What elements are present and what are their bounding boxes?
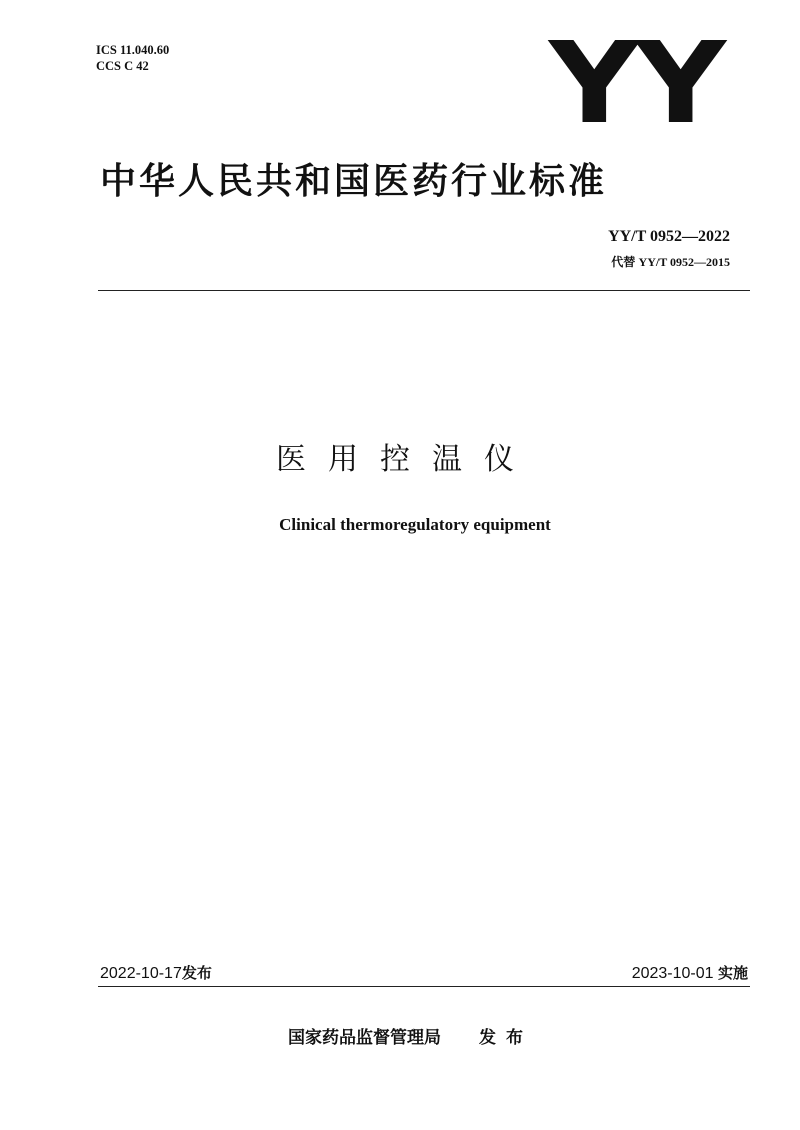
replaces-number: YY/T 0952—2015 xyxy=(638,255,730,269)
document-title-cn: 医用控温仪 xyxy=(276,442,536,477)
standard-number xyxy=(608,227,730,247)
replaces-line xyxy=(611,254,730,270)
replaces-prefix: 代替 xyxy=(611,255,636,269)
implementation-suffix: 实施 xyxy=(717,964,748,982)
issuer-name: 国家药品监督管理局 xyxy=(288,1028,441,1048)
issuer-line xyxy=(288,1026,533,1050)
issue-date: 2022-10-17 xyxy=(100,965,182,982)
document-title-en: Clinical thermoregulatory equipment xyxy=(279,515,551,534)
top-divider xyxy=(98,290,750,291)
standard-logo: YY xyxy=(548,19,722,149)
classification-codes xyxy=(96,42,169,74)
standard-type-heading: 中华人民共和国医药行业标准 xyxy=(100,161,608,202)
bottom-divider xyxy=(98,986,750,987)
standard-number-text: YY/T 0952—2022 xyxy=(608,228,730,245)
implementation-date-line xyxy=(632,962,748,985)
issue-date-line xyxy=(100,962,212,985)
implementation-date: 2023-10-01 xyxy=(631,965,714,982)
ics-code: ICS 11.040.60 xyxy=(96,43,170,57)
issuer-action: 发布 xyxy=(479,1028,533,1048)
ccs-code: CCS C 42 xyxy=(96,59,149,73)
issue-suffix: 发布 xyxy=(181,964,212,982)
